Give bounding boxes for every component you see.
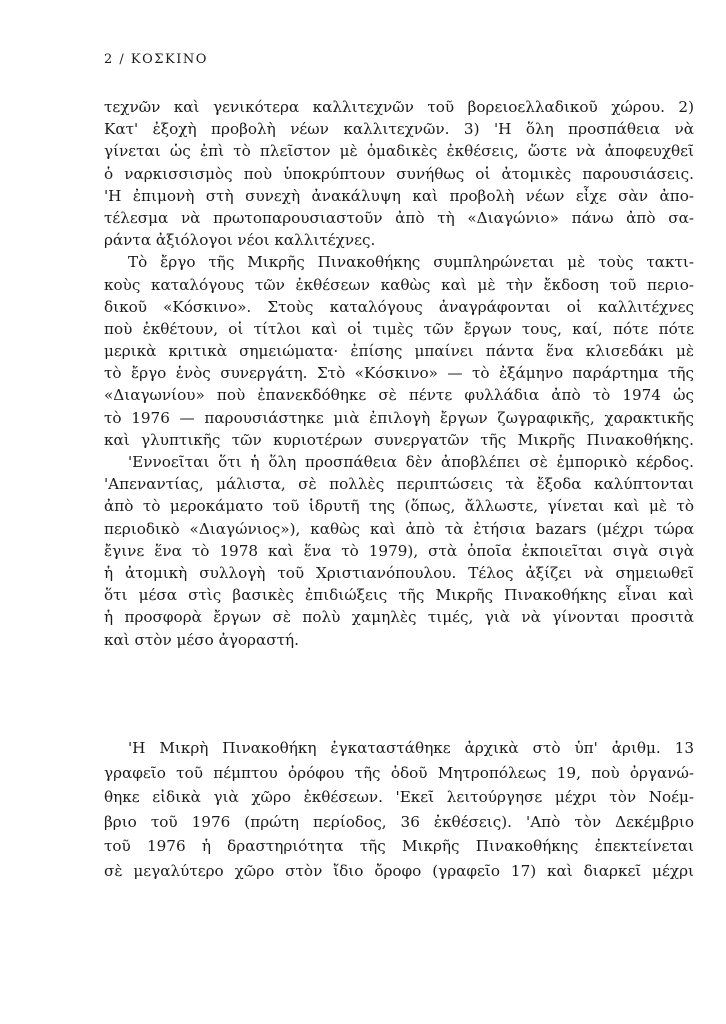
text-line: καὶ στὸν μέσο ἀγοραστή. bbox=[104, 630, 299, 649]
text-line: Κατ' ἐξοχὴ προβολὴ νέων καλλιτεχνῶν. 3) 'Η ὅλη προσπάθεια νὰ bbox=[104, 120, 694, 139]
text-line: τὸ ἔργο ἑνὸς συνεργάτη. Στὸ «Κόσκινο» — τὸ ἐξάμηνο παράρτημα τῆς bbox=[104, 364, 694, 383]
text-line: ἡ ἀτομικὴ συλλογὴ τοῦ Χριστιανόπουλου. Τέλος ἀξίζει νὰ σημειωθεῖ bbox=[104, 563, 694, 582]
text-line: 'Η ἐπιμονὴ στὴ συνεχὴ ἀνακάλυψη καὶ προβολὴ νέων εἶχε σὰν ἀπο- bbox=[104, 186, 694, 205]
text-line: ποὺ ἐκθέτουν, οἱ τίτλοι καὶ οἱ τιμὲς τῶν ἔργων τους, καί, πότε πότε bbox=[104, 319, 694, 338]
text-line: Τὸ ἔργο τῆς Μικρῆς Πινακοθήκης συμπληρώνεται μὲ τοὺς τακτι- bbox=[128, 253, 694, 272]
text-line: περιοδικὸ «Διαγώνιος»), καθὼς καὶ ἀπὸ τὰ ἐτήσια bazars (μέχρι τώρα bbox=[104, 519, 694, 538]
text-line: σὲ μεγαλύτερο χῶρο στὸν ἴδιο ὄροφο (γραφεῖο 17) καὶ διαρκεῖ μέχρι bbox=[104, 861, 694, 880]
text-line: 'Εννοεῖται ὅτι ἡ ὅλη προσπάθεια δὲν ἀποβλέπει σὲ ἐμπορικὸ κέρδος. bbox=[128, 453, 694, 471]
text-block-top bbox=[104, 96, 694, 651]
text-line: θηκε εἰδικὰ γιὰ χῶρο ἐκθέσεων. 'Εκεῖ λειτούργησε μέχρι τὸν Νοέμ- bbox=[104, 788, 694, 806]
text-line: γραφεῖο τοῦ πέμπτου ὀρόφου τῆς ὁδοῦ Μητροπόλεως 19, ποὺ ὀργανώ- bbox=[104, 763, 694, 782]
text-line: 'Απεναντίας, μάλιστα, σὲ πολλὲς περιπτώσεις τὰ ἔξοδα καλύπτονται bbox=[104, 475, 694, 494]
text-line: ἔγινε ἕνα τὸ 1978 καὶ ἕνα τὸ 1979), στὰ ὁποῖα ἐκποιεῖται σιγὰ σιγὰ bbox=[104, 541, 694, 560]
text-line: γίνεται ὡς ἐπὶ τὸ πλεῖστον μὲ ὁμαδικὲς ἐκθέσεις, ὥστε νὰ ἀποφευχθεῖ bbox=[104, 142, 694, 161]
text-line: ὅτι μέσα στὶς βασικὲς ἐπιδιώξεις τῆς Μικρῆς Πινακοθήκης εἶναι καὶ bbox=[104, 586, 694, 605]
text-line: κοὺς καταλόγους τῶν ἐκθέσεων καθὼς καὶ μὲ τὴν ἔκδοση τοῦ περιο- bbox=[104, 275, 694, 294]
text-line: τέλεσμα νὰ πρωτοπαρουσιαστοῦν ἀπὸ τὴ «Διαγώνιο» πάνω ἀπὸ σα- bbox=[104, 208, 694, 227]
text-line: δικοῦ «Κόσκινο». Στοὺς καταλόγους ἀναγράφονται οἱ καλλιτέχνες bbox=[104, 297, 694, 316]
text-line: μερικὰ κριτικὰ σημειώματα· ἐπίσης μπαίνει πάντα ἕνα κλισεδάκι μὲ bbox=[104, 342, 694, 361]
text-line: ράντα ἀξιόλογοι νέοι καλλιτέχνες. bbox=[104, 231, 376, 250]
text-line: ὁ ναρκισσισμὸς ποὺ ὑποκρύπτουν συνήθως οἱ ἀτομικὲς παρουσιάσεις. bbox=[104, 164, 694, 183]
text-block-bottom bbox=[104, 736, 694, 883]
text-line: τοῦ 1976 ἡ δραστηριότητα τῆς Μικρῆς Πινακοθήκης ἐπεκτείνεται bbox=[104, 837, 694, 855]
text-line: ἀπὸ τὸ μεροκάματο τοῦ ἱδρυτῆ της (ὅπως, ἄλλωστε, γίνεται καὶ μὲ τὸ bbox=[104, 497, 694, 516]
text-line: 'Η Μικρὴ Πινακοθήκη ἐγκαταστάθηκε ἀρχικὰ στὸ ὑπ' ἀριθμ. 13 bbox=[128, 739, 694, 757]
text-line: καὶ γλυπτικῆς τῶν κυριοτέρων συνεργατῶν τῆς Μικρῆς Πινακοθήκης. bbox=[104, 430, 694, 449]
text-line: τεχνῶν καὶ γενικότερα καλλιτεχνῶν τοῦ βορειοελλαδικοῦ χώρου. 2) bbox=[104, 98, 694, 116]
text-line: ἡ προσφορὰ ἔργων σὲ πολὺ χαμηλὲς τιμές, γιὰ νὰ γίνονται προσιτὰ bbox=[104, 608, 694, 627]
text-line: τὸ 1976 — παρουσιάστηκε μιὰ ἐπιλογὴ ἔργων ζωγραφικῆς, χαρακτικῆς bbox=[104, 408, 694, 427]
text-line: βριο τοῦ 1976 (πρώτη περίοδος, 36 ἐκθέσεις). 'Απὸ τὸν Δεκέμβριο bbox=[104, 812, 694, 831]
text-line: «Διαγωνίου» ποὺ ἐπανεκδόθηκε σὲ πέντε φυλλάδια ἀπὸ τὸ 1974 ὡς bbox=[104, 386, 694, 405]
running-head: 2 / ΚΟΣΚΙΝΟ bbox=[104, 52, 208, 67]
